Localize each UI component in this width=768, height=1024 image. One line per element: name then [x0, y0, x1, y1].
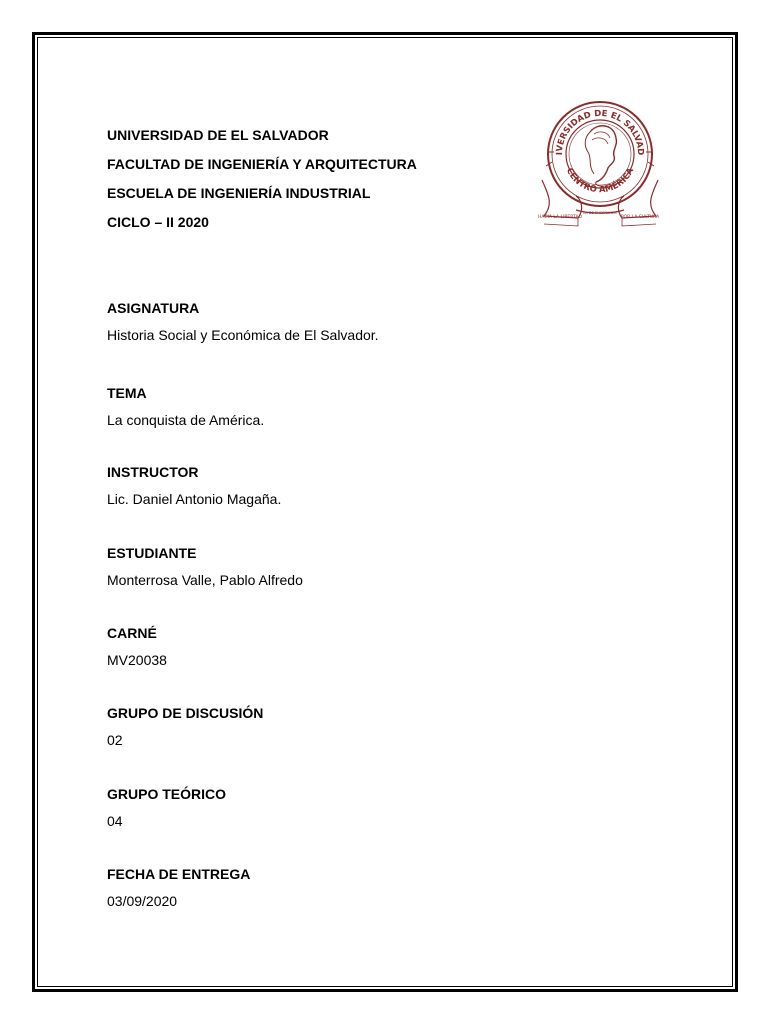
field-label: ESTUDIANTE — [107, 545, 197, 561]
field-estudiante — [107, 544, 303, 589]
field-label: GRUPO TEÓRICO — [107, 786, 227, 802]
field-carne — [107, 624, 167, 669]
university-seal-icon — [538, 84, 663, 244]
field-value: MV20038 — [107, 652, 167, 668]
field-label: GRUPO DE DISCUSIÓN — [107, 705, 264, 721]
seal-ring-bottom-text: CENTRO AMÉRICA — [563, 166, 637, 196]
field-value: 03/09/2020 — [107, 893, 178, 909]
cycle-label: CICLO – II 2020 — [107, 214, 209, 230]
seal-ring-top-text: IVERSIDAD DE EL SALVAD — [554, 108, 646, 156]
institution-header — [107, 121, 417, 237]
field-value: 04 — [107, 813, 123, 829]
field-instructor — [107, 463, 281, 508]
faculty-name: FACULTAD DE INGENIERÍA Y ARQUITECTURA — [107, 156, 417, 172]
school-name: ESCUELA DE INGENIERÍA INDUSTRIAL — [107, 185, 371, 201]
seal-ribbon-right: POR LA CULTURA — [620, 215, 660, 220]
field-tema — [107, 384, 264, 429]
field-asignatura — [107, 299, 379, 344]
university-name: UNIVERSIDAD DE EL SALVADOR — [107, 127, 329, 143]
field-label: TEMA — [107, 385, 147, 401]
field-value: 02 — [107, 732, 123, 748]
field-value: Monterrosa Valle, Pablo Alfredo — [107, 572, 303, 588]
seal-ribbon-left: HACIA LA LIBERTAD — [538, 215, 582, 220]
field-value: Historia Social y Económica de El Salvador. — [107, 327, 379, 343]
field-label: CARNÉ — [107, 625, 157, 641]
field-label: ASIGNATURA — [107, 300, 200, 316]
field-grupo-discusion — [107, 704, 263, 749]
field-label: INSTRUCTOR — [107, 464, 199, 480]
field-value: La conquista de América. — [107, 412, 265, 428]
field-grupo-teorico — [107, 785, 226, 830]
field-label: FECHA DE ENTREGA — [107, 866, 251, 882]
seal-ribbon-center: LA DE ENSEÑANZA — [583, 211, 617, 215]
field-value: Lic. Daniel Antonio Magaña. — [107, 491, 282, 507]
field-fecha-entrega — [107, 865, 250, 910]
svg-text:UNIVERSIDAD DE EL SALVADOR — [538, 84, 645, 156]
